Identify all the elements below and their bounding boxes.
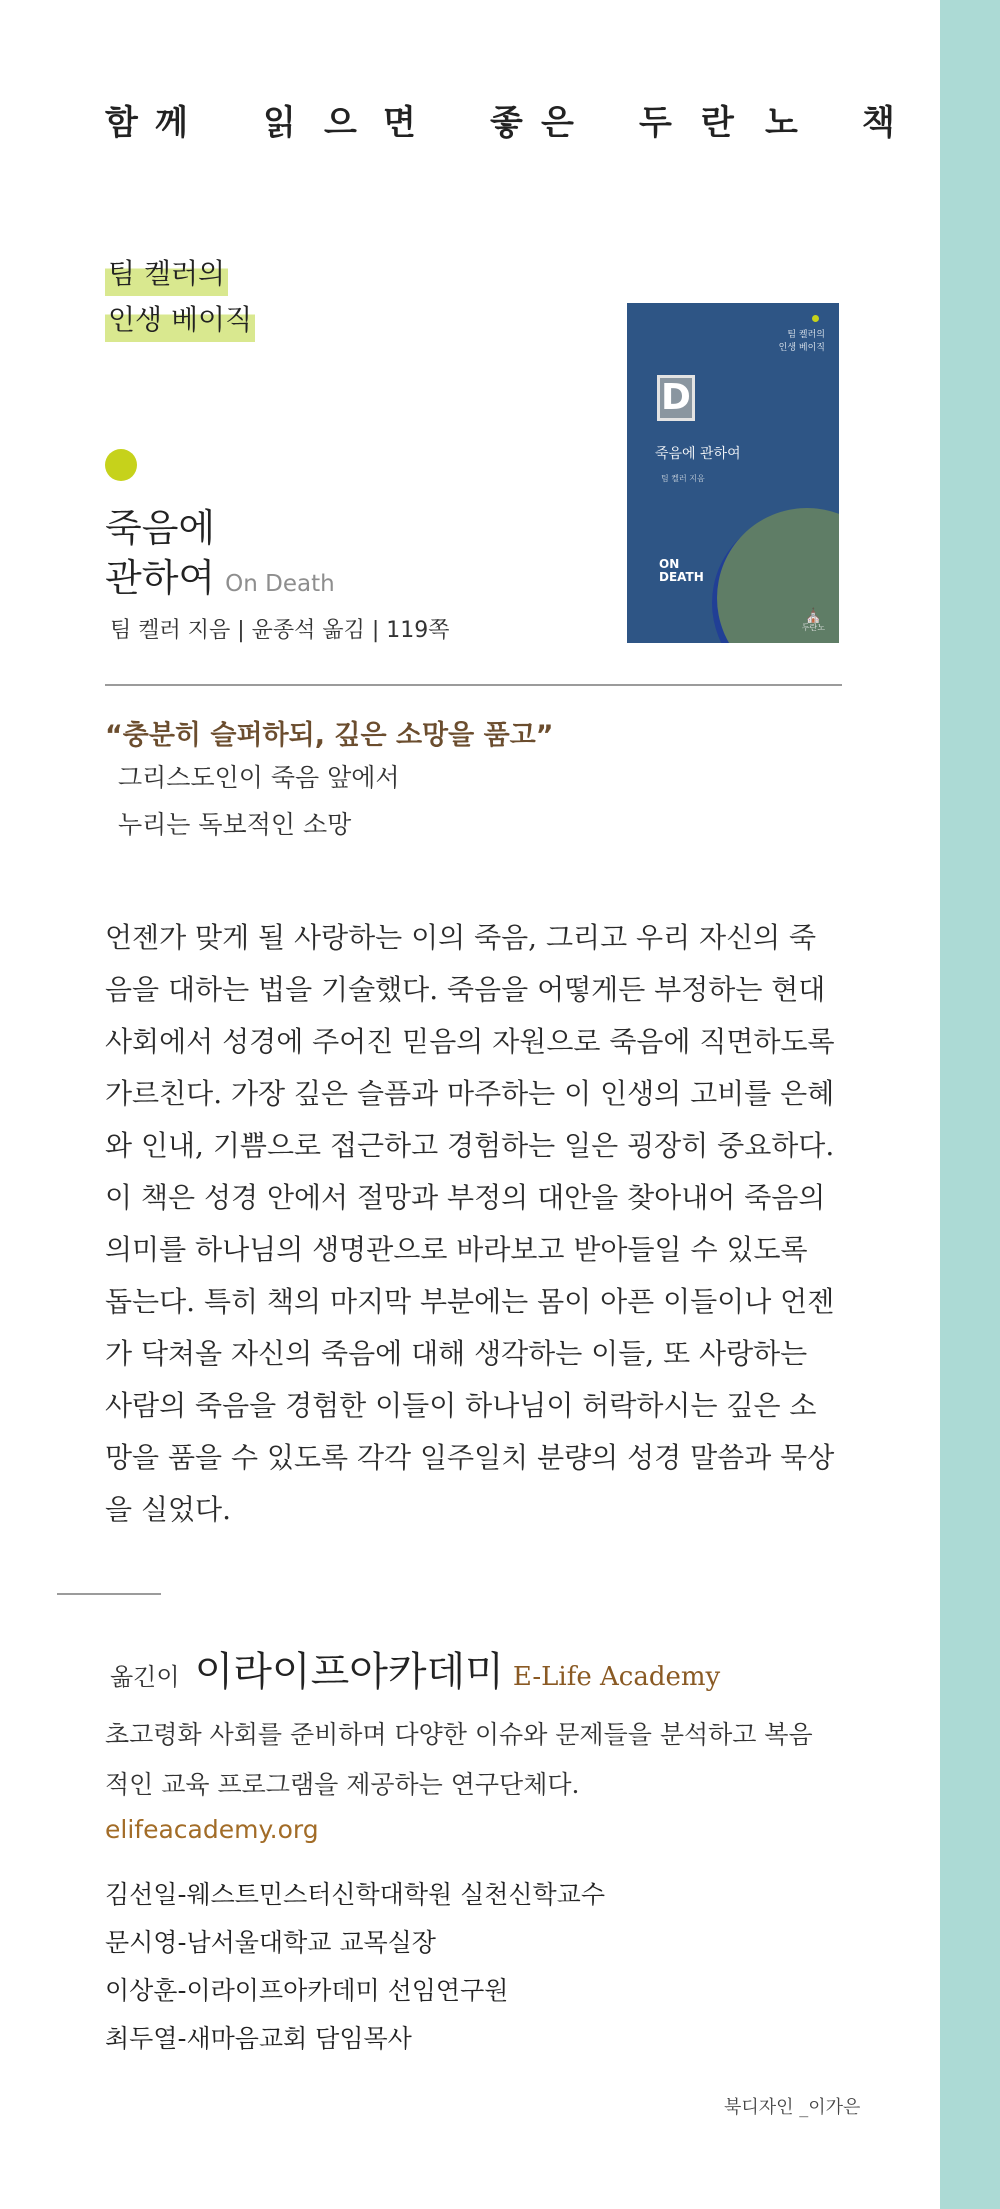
translator-role: 옮긴이: [110, 1663, 180, 1691]
side-stripe: [940, 0, 1000, 2209]
book-cover: [627, 303, 839, 643]
heading-word: 두: [639, 103, 672, 143]
member-item: 김선일-웨스트민스터신학대학원 실천신학교수: [105, 1880, 605, 1909]
heading-word: 함: [105, 103, 138, 143]
description-line: 가르친다. 가장 깊은 슬픔과 마주하는 이 인생의 고비를 은혜: [105, 1077, 835, 1110]
translator-description: [105, 1710, 813, 1810]
description-line: 돕는다. 특히 책의 마지막 부분에는 몸이 아픈 이들이나 언젠: [105, 1285, 835, 1318]
cover-badge: [659, 558, 704, 584]
book-title-english: On Death: [225, 571, 335, 597]
series-label: [105, 252, 255, 344]
series-line: 팀 켈러의: [105, 252, 228, 296]
description-line: 가 닥쳐올 자신의 죽음에 대해 생각하는 이들, 또 사랑하는: [105, 1337, 808, 1370]
quote-sub-line: 그리스도인이 죽음 앞에서: [118, 763, 400, 792]
description-line: 의미를 하나님의 생명관으로 바라보고 받아들일 수 있도록: [105, 1233, 808, 1266]
cover-dot: [812, 315, 819, 322]
member-list: [105, 1871, 605, 2063]
book-title-line: 관하여: [105, 556, 216, 600]
book-description: [105, 912, 842, 1536]
heading-word: 면: [383, 103, 416, 143]
translator-name-english: E-Life Academy: [512, 1662, 721, 1692]
quote-sub-line: 누리는 독보적인 소망: [118, 810, 352, 839]
cover-badge-line: ON: [659, 557, 680, 571]
book-title-line: 죽음에: [105, 506, 216, 550]
heading-word: 읽: [263, 103, 296, 143]
cover-series-line: 인생 베이직: [778, 343, 825, 353]
description-line: 사회에서 성경에 주어진 믿음의 자원으로 죽음에 직면하도록: [105, 1025, 835, 1058]
quote-headline: “충분히 슬퍼하되, 깊은 소망을 품고”: [105, 720, 554, 751]
description-line: 음을 대하는 법을 기술했다. 죽음을 어떻게든 부정하는 현대: [105, 973, 826, 1006]
cover-publisher-name: 두란노: [801, 623, 825, 632]
cover-series-line: 팀 켈러의: [787, 330, 825, 340]
cover-publisher: [802, 609, 825, 633]
heading-word: 께: [155, 103, 188, 143]
short-divider: [57, 1593, 161, 1595]
heading-word: 은: [541, 103, 574, 143]
cover-badge-line: DEATH: [659, 570, 704, 584]
heading-word: 란: [701, 103, 734, 143]
description-line: 와 인내, 기쁨으로 접근하고 경험하는 일은 굉장히 중요하다.: [105, 1129, 835, 1162]
section-divider: [105, 684, 842, 686]
book-meta: 팀 켈러 지음 | 윤종석 옮김 | 119쪽: [110, 618, 450, 643]
book-title: [105, 503, 335, 609]
description-line: 언젠가 맞게 될 사랑하는 이의 죽음, 그리고 우리 자신의 죽: [105, 921, 817, 954]
description-line: 사람의 죽음을 경험한 이들이 하나님이 허락하시는 깊은 소: [105, 1389, 817, 1422]
translator-website-link[interactable]: elifeacademy.org: [105, 1815, 319, 1844]
description-line: 망을 품을 수 있도록 각각 일주일치 분량의 성경 말씀과 묵상: [105, 1441, 835, 1474]
cover-author: 팀 켈러 지음: [661, 474, 705, 483]
translator-name: 이라이프아카데미: [194, 1649, 504, 1695]
cover-title: 죽음에 관하여: [655, 446, 741, 462]
heading-word: 으: [324, 103, 357, 143]
translator-desc-line: 적인 교육 프로그램을 제공하는 연구단체다.: [105, 1770, 580, 1799]
quote-subtitle: [118, 754, 400, 848]
description-line: 을 실었다.: [105, 1493, 231, 1526]
bullet-dot: [105, 449, 137, 481]
heading-word: 노: [765, 103, 798, 143]
translator-heading: [110, 1640, 720, 1697]
cover-initial: D: [657, 375, 695, 421]
translator-desc-line: 초고령화 사회를 준비하며 다양한 이슈와 문제들을 분석하고 복음: [105, 1720, 813, 1749]
heading-word: 좋: [490, 103, 523, 143]
member-item: 문시영-남서울대학교 교목실장: [105, 1928, 436, 1957]
series-line: 인생 베이직: [105, 298, 255, 342]
description-line: 이 책은 성경 안에서 절망과 부정의 대안을 찾아내어 죽음의: [105, 1181, 826, 1214]
publisher-logo-icon: ⛪: [804, 608, 823, 624]
design-credit: 북디자인 _이가은: [724, 2097, 861, 2118]
member-item: 최두열-새마음교회 담임목사: [105, 2024, 412, 2053]
cover-series: [779, 329, 825, 355]
heading-word: 책: [862, 103, 895, 143]
member-item: 이상훈-이라이프아카데미 선임연구원: [105, 1976, 509, 2005]
